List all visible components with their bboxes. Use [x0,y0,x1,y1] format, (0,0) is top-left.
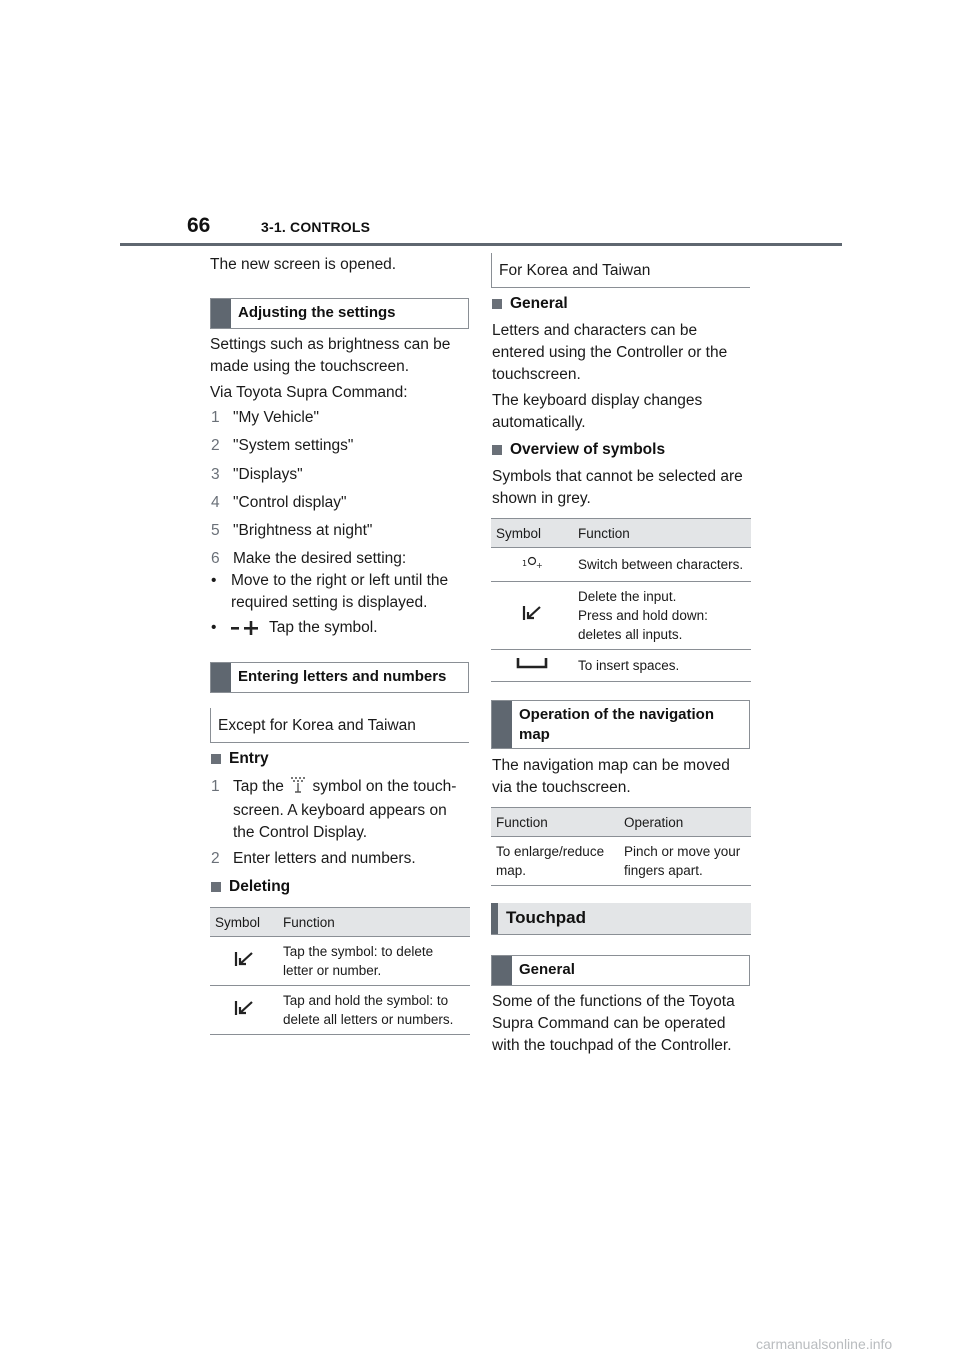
table-cell-function: To insert spaces. [573,650,751,682]
bullet-dot: • [211,572,217,589]
table-header-cell: Function [573,519,751,548]
step-text-after: symbol on the touch-screen. A keyboard appears on the Control Display. [233,778,457,841]
region-context-box: Except for Korea and Taiwan [210,708,469,743]
step-number: 5 [211,522,220,539]
bullet-text: Move to the right or left until the required setting is displayed. [231,572,449,611]
touchpad-general-heading [491,955,750,986]
step-4 [211,492,471,514]
switch-characters-icon [522,558,542,573]
svg-text:+: + [536,561,543,570]
table-cell-operation: Pinch or move your fingers apart. [619,837,751,886]
overview-subheading [492,441,665,459]
subheading-text: Deleting [229,878,291,895]
region-context-box: For Korea and Taiwan [491,253,750,288]
entry-step-2 [211,848,471,870]
step-number: 2 [211,850,220,867]
table-cell-symbol [491,650,573,682]
table-header-cell: Symbol [210,908,278,937]
section-title: 3-1. CONTROLS [261,219,371,235]
step-text: Make the desired setting: [233,550,407,567]
general-text: Letters and characters can be entered using the Controller or the touchscreen. [492,322,728,383]
step-1 [211,407,471,429]
navigation-map-heading [491,700,750,749]
overview-text: Symbols that cannot be selected are shown in grey. [492,468,743,507]
table-cell-function [573,582,751,650]
step-2 [211,435,471,457]
watermark: carmanualsonline.info [756,1336,893,1352]
function-line: Delete the input. [578,589,677,604]
table-cell-symbol [210,986,278,1035]
heading-text: General [519,961,575,978]
step-number: 6 [211,550,220,567]
step-number: 1 [211,778,220,795]
subheading-text: Overview of symbols [510,441,666,458]
entry-step-1 [211,776,471,844]
step-text [233,776,469,844]
step-number: 2 [211,437,220,454]
table-row [491,582,751,650]
step-text: "Brightness at night" [233,522,373,539]
table-row [210,986,470,1035]
entering-letters-heading [210,662,469,693]
navigation-table [491,807,751,886]
step-text: "System settings" [233,437,354,454]
function-line: deletes all inputs. [578,627,683,642]
step-number: 1 [211,409,220,426]
step-number: 4 [211,494,220,511]
step-text: "Control display" [233,494,347,511]
table-cell-function: Tap the symbol: to delete letter or number. [278,937,470,986]
touchpad-text: Some of the functions of the Toyota Supra Command can be operated with the touchpad of the Controller. [492,993,735,1054]
heading-text: Adjusting the settings [238,304,396,321]
via-text: Via Toyota Supra Command: [210,384,408,401]
svg-text:1: 1 [522,559,528,568]
heading-bar [211,663,231,692]
entry-subheading [211,750,269,768]
adjusting-text: Settings such as brightness can be made using the touchscreen. [210,336,451,375]
heading-bar [211,299,231,328]
table-header-cell: Function [491,808,619,837]
symbols-table [491,518,751,682]
delete-arrow-icon [521,610,543,625]
step-number: 3 [211,466,220,483]
table-header-cell: Operation [619,808,751,837]
heading-text: Touchpad [506,908,586,927]
step-text: "My Vehicle" [233,409,319,426]
bullet-item [211,617,469,639]
heading-text: Operation of the navigation map [519,706,715,743]
text-input-icon [291,777,305,800]
step-6 [211,548,471,570]
table-row [491,650,751,682]
delete-arrow-icon [233,956,255,971]
space-icon [516,658,548,673]
step-5 [211,520,471,542]
table-cell-symbol [210,937,278,986]
step-text: Enter letters and numbers. [233,850,416,867]
function-line: Press and hold down: [578,608,708,623]
table-cell-function: To enlarge/reduce map. [491,837,619,886]
table-row [210,937,470,986]
adjusting-settings-heading [210,298,469,329]
heading-bar [491,903,498,934]
table-cell-symbol [491,548,573,582]
table-header-cell: Function [278,908,470,937]
heading-text: Entering letters and numbers [238,668,447,685]
table-header-cell: Symbol [491,519,573,548]
table-row [491,837,751,886]
step-text-before: Tap the [233,778,284,795]
subheading-text: General [510,295,568,312]
deleting-subheading [211,878,290,896]
square-bullet-icon [211,882,221,892]
delete-arrow-icon [233,1005,255,1020]
touchpad-section-heading [491,903,751,935]
step-3 [211,464,471,486]
intro-text: The new screen is opened. [210,256,397,273]
heading-bar [492,956,512,985]
table-header-row [491,519,751,548]
bullet-text: Tap the symbol. [269,619,378,636]
navigation-text: The navigation map can be moved via the touchscreen. [492,757,730,796]
table-cell-symbol [491,582,573,650]
bullet-dot: • [211,619,217,636]
square-bullet-icon [492,299,502,309]
table-cell-function: Tap and hold the symbol: to delete all letters or numbers. [278,986,470,1035]
heading-bar [492,701,512,748]
table-header-row [491,808,751,837]
general-subheading [492,295,568,313]
general-text: The keyboard display changes automatically. [492,392,703,431]
minus-plus-icon [231,617,263,639]
table-header-row [210,908,470,937]
table-row [491,548,751,582]
subheading-text: Entry [229,750,269,767]
square-bullet-icon [492,445,502,455]
table-cell-function: Switch between characters. [573,548,751,582]
bullet-item [211,570,469,614]
delete-symbol-table [210,907,470,1035]
step-text: "Displays" [233,466,303,483]
page-number: 66 [187,214,211,237]
square-bullet-icon [211,754,221,764]
header-divider [120,243,842,246]
